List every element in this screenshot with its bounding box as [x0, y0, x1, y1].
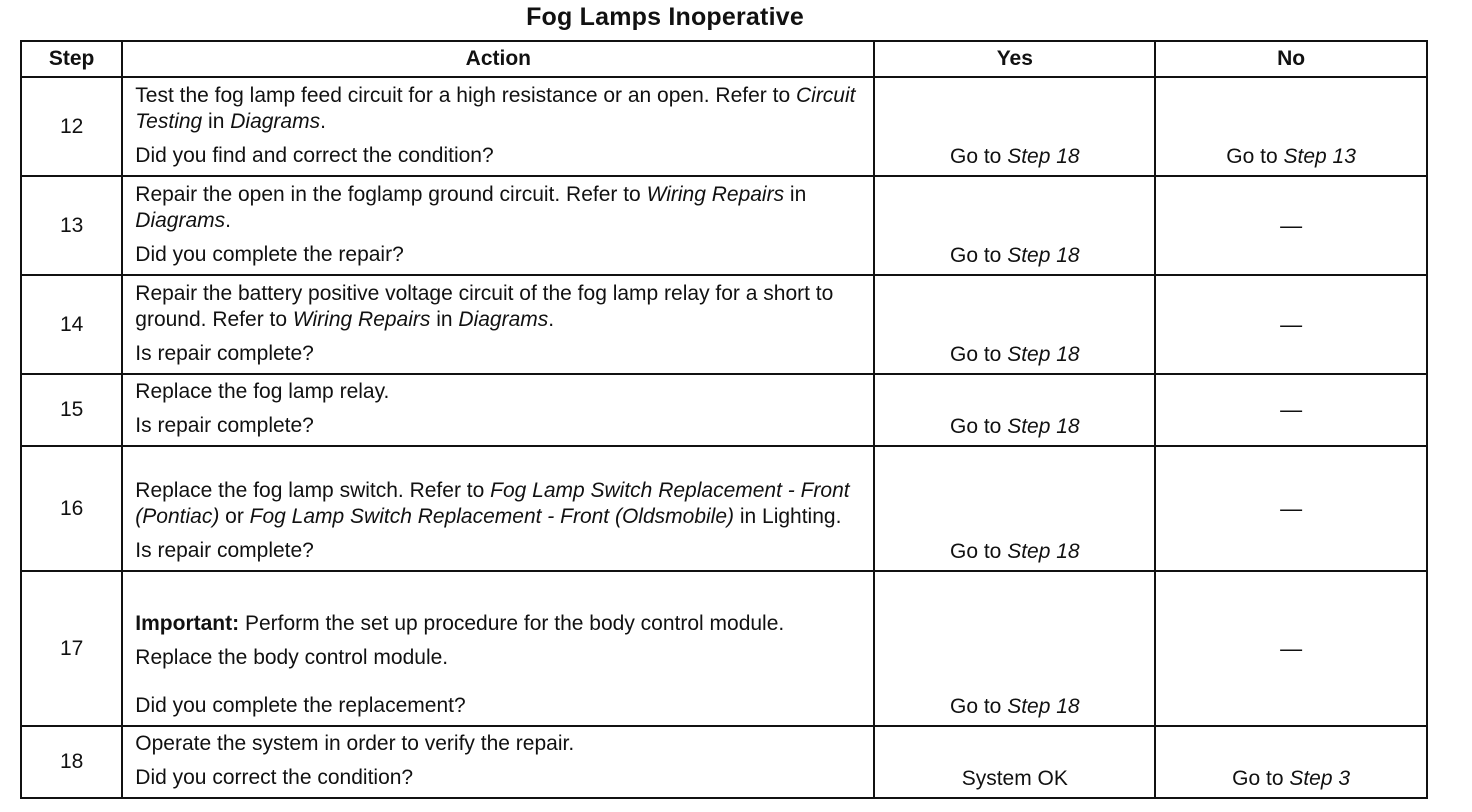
action-reference: Wiring Repairs	[292, 308, 431, 331]
yes-prefix: Go to	[950, 244, 1008, 267]
action-text-part: Replace the fog lamp switch. Refer to	[135, 479, 491, 502]
action-question: Is repair complete?	[135, 539, 314, 562]
action-cell	[122, 446, 874, 571]
action-cell	[122, 374, 874, 446]
no-step-link: Step 3	[1289, 767, 1351, 790]
action-reference: Fog Lamp Switch Replacement - Front (Oldsmobile)	[249, 505, 734, 528]
step-number: 18	[21, 726, 122, 798]
action-reference: Diagrams	[230, 110, 321, 133]
no-step-link: Step 13	[1283, 145, 1356, 168]
page-title: Fog Lamps Inoperative	[526, 3, 804, 31]
yes-step-link: Step 18	[1007, 244, 1080, 267]
step-number: 15	[21, 374, 122, 446]
yes-step-link: Step 18	[1007, 343, 1080, 366]
yes-prefix: Go to	[950, 540, 1008, 563]
step-number: 14	[21, 275, 122, 374]
action-text: Replace the fog lamp relay.	[135, 380, 390, 403]
action-cell	[122, 275, 874, 374]
diagnostic-table	[20, 40, 1428, 799]
action-text-part: Repair the battery positive voltage circuit of the fog lamp relay for a short to ground. Refer to	[135, 282, 834, 331]
action-reference: Circuit Testing	[135, 84, 856, 133]
yes-prefix: Go to	[950, 415, 1008, 438]
step-number: 13	[21, 176, 122, 275]
no-cell	[1155, 726, 1427, 798]
table-row	[21, 571, 1427, 726]
action-cell	[122, 176, 874, 275]
action-question: Did you find and correct the condition?	[135, 144, 494, 167]
yes-prefix: Go to	[950, 343, 1008, 366]
action-text	[135, 83, 863, 135]
no-cell-dash: —	[1155, 571, 1427, 726]
action-reference: Diagrams	[135, 209, 226, 232]
no-prefix: Go to	[1232, 767, 1290, 790]
header-step: Step	[21, 41, 122, 77]
header-no: No	[1155, 41, 1427, 77]
action-cell	[122, 726, 874, 798]
table-row	[21, 77, 1427, 176]
table-row	[21, 446, 1427, 571]
action-reference: Diagrams	[458, 308, 549, 331]
action-question: Did you complete the replacement?	[135, 694, 466, 717]
action-question: Did you correct the condition?	[135, 766, 414, 789]
table-row	[21, 275, 1427, 374]
action-text-part: Test the fog lamp feed circuit for a high resistance or an open. Refer to	[135, 84, 796, 107]
yes-cell	[874, 176, 1155, 275]
action-reference: Wiring Repairs	[646, 183, 785, 206]
yes-prefix: Go to	[950, 695, 1008, 718]
action-text-part: .	[225, 209, 231, 232]
action-question: Is repair complete?	[135, 342, 314, 365]
action-text: Operate the system in order to verify the repair.	[135, 732, 575, 755]
action-reference: Fog Lamp Switch Replacement - Front (Pontiac)	[135, 479, 850, 528]
action-cell	[122, 571, 874, 726]
action-text-part: in	[430, 308, 459, 331]
header-yes: Yes	[874, 41, 1155, 77]
action-cell	[122, 77, 874, 176]
action-text	[135, 478, 863, 530]
action-text-part: in Lighting.	[734, 505, 842, 528]
yes-cell	[874, 571, 1155, 726]
action-question: Did you complete the repair?	[135, 243, 404, 266]
step-number: 12	[21, 77, 122, 176]
no-cell-dash: —	[1155, 275, 1427, 374]
action-text	[135, 182, 863, 234]
yes-cell	[874, 446, 1155, 571]
header-action: Action	[122, 41, 874, 77]
yes-cell	[874, 374, 1155, 446]
yes-step-link: Step 18	[1007, 540, 1080, 563]
action-text: Replace the body control module.	[135, 646, 449, 669]
yes-cell: System OK	[874, 726, 1155, 798]
action-text-part: Repair the open in the foglamp ground circuit. Refer to	[135, 183, 647, 206]
yes-cell	[874, 77, 1155, 176]
header-row	[21, 41, 1427, 77]
yes-prefix: Go to	[950, 145, 1008, 168]
action-text-part: in	[784, 183, 807, 206]
table-row	[21, 374, 1427, 446]
no-cell-dash: —	[1155, 374, 1427, 446]
table-row	[21, 176, 1427, 275]
important-note	[135, 611, 863, 637]
action-text	[135, 281, 863, 333]
yes-cell	[874, 275, 1155, 374]
important-label: Important:	[135, 612, 240, 635]
step-number: 17	[21, 571, 122, 726]
no-cell-dash: —	[1155, 446, 1427, 571]
table-row	[21, 726, 1427, 798]
action-question: Is repair complete?	[135, 414, 314, 437]
yes-step-link: Step 18	[1007, 415, 1080, 438]
no-prefix: Go to	[1226, 145, 1284, 168]
step-number: 16	[21, 446, 122, 571]
action-text-part: in	[202, 110, 231, 133]
yes-step-link: Step 18	[1007, 145, 1080, 168]
important-text: Perform the set up procedure for the body control module.	[239, 612, 785, 635]
action-text-part: .	[548, 308, 555, 331]
yes-step-link: Step 18	[1007, 695, 1080, 718]
action-text-part: .	[320, 110, 326, 133]
action-text-part: or	[219, 505, 250, 528]
no-cell	[1155, 77, 1427, 176]
no-cell-dash: —	[1155, 176, 1427, 275]
